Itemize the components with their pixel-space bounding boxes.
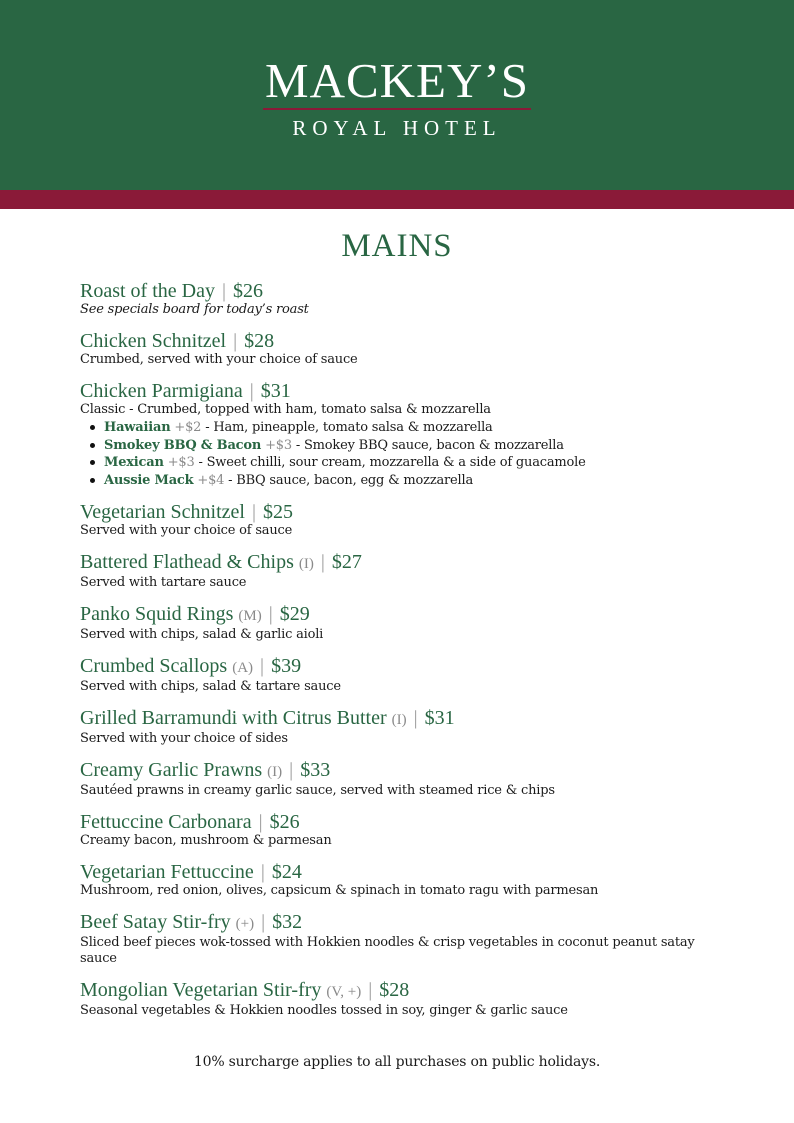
menu-item-price: $29 [279, 603, 310, 625]
price-separator: | [249, 380, 254, 402]
menu-item-description: Seasonal vegetables & Hokkien noodles tossed in soy, ginger & garlic sauce [80, 1003, 568, 1018]
menu-item [80, 330, 700, 368]
dietary-marker: (I) [391, 712, 407, 728]
menu-item-description: Creamy bacon, mushroom & parmesan [80, 833, 332, 848]
menu-item-price: $24 [271, 861, 302, 883]
price-separator: | [251, 501, 256, 523]
menu-item-description: Served with tartare sauce [80, 575, 247, 590]
menu-item-name: Vegetarian Fettuccine [80, 861, 254, 883]
menu-option [90, 454, 700, 472]
menu-item-name: Beef Satay Stir-fry [80, 911, 231, 933]
menu-item-name: Creamy Garlic Prawns [80, 759, 263, 781]
menu-item-heading [80, 603, 700, 627]
menu-item [80, 911, 700, 967]
menu-item-heading [80, 655, 700, 679]
menu-option-price: +$4 [197, 472, 225, 488]
menu-item-heading [80, 501, 700, 523]
menu-item-options [80, 419, 700, 489]
menu-item [80, 861, 700, 899]
menu-item-name: Vegetarian Schnitzel [80, 501, 245, 523]
menu-item-description: See specials board for today’s roast [80, 302, 309, 317]
menu-item-name: Grilled Barramundi with Citrus Butter [80, 707, 387, 729]
menu-item-description: Sliced beef pieces wok-tossed with Hokkien noodles & crisp vegetables in coconut peanut satay sauce [80, 935, 695, 966]
price-separator: | [320, 551, 325, 573]
menu-item-heading [80, 759, 700, 783]
menu-item [80, 551, 700, 591]
price-separator: | [261, 911, 266, 933]
menu-item-heading [80, 380, 700, 402]
price-separator: | [260, 861, 265, 883]
menu-option-name: Mexican [104, 455, 164, 470]
menu-option-name: Smokey BBQ & Bacon [104, 437, 262, 453]
menu-item-heading [80, 330, 700, 352]
menu-item-price: $25 [262, 501, 293, 523]
price-separator: | [368, 979, 373, 1001]
menu-item-price: $27 [331, 551, 362, 573]
menu-item [80, 811, 700, 849]
menu-item-heading [80, 280, 700, 302]
menu-item [80, 759, 700, 799]
menu-item-name: Mongolian Vegetarian Stir-fry [80, 979, 322, 1001]
menu-item-heading [80, 911, 700, 935]
menu-option-description: - Smokey BBQ sauce, bacon & mozzarella [295, 437, 564, 453]
menu-item-name: Roast of the Day [80, 280, 215, 302]
menu-option-name: Aussie Mack [104, 472, 194, 488]
menu-item-heading [80, 979, 700, 1003]
menu-item [80, 979, 700, 1019]
menu-item [80, 603, 700, 643]
menu-option-price: +$2 [174, 420, 202, 435]
menu-option [90, 472, 700, 490]
header-accent-band [0, 190, 794, 209]
menu-item-description: Sautéed prawns in creamy garlic sauce, served with steamed rice & chips [80, 783, 555, 798]
menu-item-heading [80, 707, 700, 731]
brand-logo [0, 55, 794, 141]
menu-item-name: Panko Squid Rings [80, 603, 234, 625]
menu-item-description: Served with chips, salad & garlic aioli [80, 627, 324, 642]
menu-item-price: $32 [272, 911, 303, 933]
menu-option-description: - Sweet chilli, sour cream, mozzarella & a side of guacamole [198, 455, 586, 470]
price-separator: | [221, 280, 226, 302]
price-separator: | [260, 655, 265, 677]
menu-item-description: Served with your choice of sauce [80, 523, 293, 538]
section-title: MAINS [341, 228, 453, 264]
menu-option-description: - Ham, pineapple, tomato salsa & mozzarella [205, 420, 493, 435]
menu-item-price: $26 [233, 280, 263, 302]
menu-option-price: +$3 [167, 455, 195, 470]
menu-item [80, 655, 700, 695]
menu-item-description: Served with your choice of sides [80, 731, 288, 746]
menu-item-name: Chicken Schnitzel [80, 330, 227, 352]
menu-item-description: Classic - Crumbed, topped with ham, tomato salsa & mozzarella [80, 402, 491, 417]
menu-list [80, 280, 700, 1031]
menu-item-heading [80, 861, 700, 883]
menu-item [80, 380, 700, 489]
surcharge-note: 10% surcharge applies to all purchases on public holidays. [193, 1054, 601, 1070]
menu-item-price: $28 [244, 330, 275, 352]
dietary-marker: (M) [238, 608, 262, 624]
menu-item-price: $31 [260, 380, 291, 402]
dietary-marker: (V, +) [326, 984, 362, 1000]
menu-item-name: Fettuccine Carbonara [80, 811, 252, 833]
menu-item-description: Mushroom, red onion, olives, capsicum & spinach in tomato ragu with parmesan [80, 883, 599, 898]
brand-name: MACKEY’S [265, 53, 529, 108]
menu-item-name: Chicken Parmigiana [80, 380, 243, 402]
menu-item-price: $28 [379, 979, 410, 1001]
menu-item-name: Crumbed Scallops [80, 655, 228, 677]
menu-option [90, 437, 700, 455]
menu-item-description: Crumbed, served with your choice of sauce [80, 352, 358, 367]
dietary-marker: (I) [267, 764, 283, 780]
price-separator: | [258, 811, 263, 833]
menu-item-price: $31 [424, 707, 455, 729]
dietary-marker: (A) [232, 660, 254, 676]
menu-item [80, 707, 700, 747]
price-separator: | [289, 759, 294, 781]
price-separator: | [233, 330, 238, 352]
menu-option [90, 419, 700, 437]
menu-item-heading [80, 811, 700, 833]
dietary-marker: (+) [235, 916, 255, 932]
menu-option-description: - BBQ sauce, bacon, egg & mozzarella [228, 472, 473, 488]
menu-item [80, 501, 700, 539]
menu-item-price: $39 [271, 655, 302, 677]
menu-item-name: Battered Flathead & Chips [80, 551, 294, 573]
price-separator: | [413, 707, 418, 729]
menu-item-heading [80, 551, 700, 575]
brand-subtitle: ROYAL HOTEL [292, 116, 502, 140]
menu-item [80, 280, 700, 318]
menu-item-price: $33 [300, 759, 331, 781]
menu-item-description: Served with chips, salad & tartare sauce [80, 679, 341, 694]
dietary-marker: (I) [298, 556, 314, 572]
price-separator: | [268, 603, 273, 625]
menu-option-price: +$3 [265, 437, 292, 453]
menu-item-price: $26 [269, 811, 300, 833]
menu-option-name: Hawaiian [104, 420, 171, 435]
